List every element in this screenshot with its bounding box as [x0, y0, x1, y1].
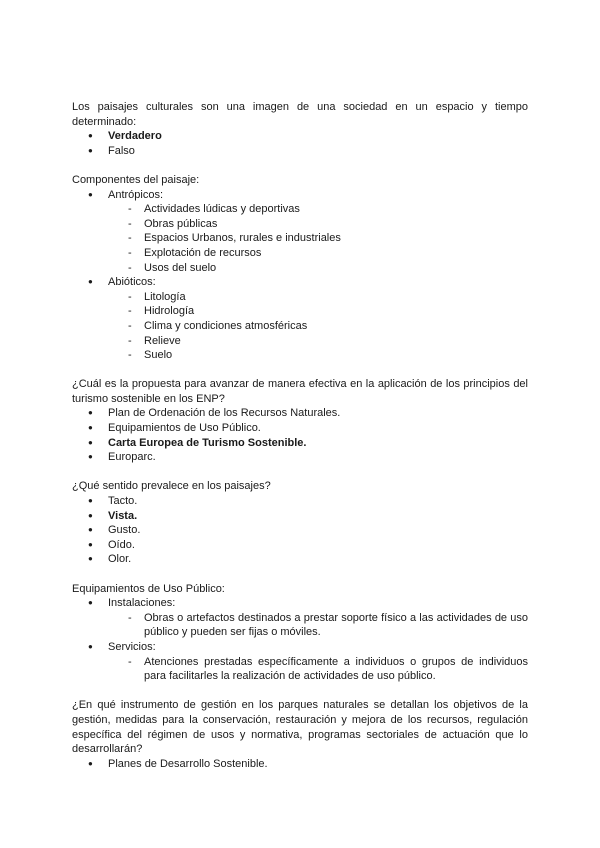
- dash-icon: -: [128, 290, 132, 303]
- document-page: [72, 100, 528, 771]
- list-item: - Suelo: [128, 349, 173, 362]
- dash-icon: -: [128, 319, 132, 332]
- bullet-icon: ●: [88, 539, 93, 549]
- list-item: - Usos del suelo: [128, 261, 217, 274]
- dash-icon: -: [128, 611, 132, 624]
- answer-option: ● Planes de Desarrollo Sostenible.: [88, 757, 268, 770]
- question-6-options: [72, 757, 528, 772]
- dash-icon: -: [128, 334, 132, 347]
- group-item: ● Instalaciones:: [88, 597, 176, 610]
- dash-icon: -: [128, 246, 132, 259]
- answer-option: ● Europarc.: [88, 451, 156, 464]
- dash-icon: -: [128, 203, 132, 216]
- bullet-icon: ●: [88, 423, 93, 433]
- list-item: - Obras públicas: [128, 217, 218, 230]
- dash-icon: -: [128, 217, 132, 230]
- question-4-options: [72, 494, 528, 567]
- dash-icon: -: [128, 349, 132, 362]
- list-item: - Espacios Urbanos, rurales e industriales: [128, 232, 341, 245]
- question-5-title: Equipamientos de Uso Público:: [72, 582, 225, 595]
- question-2-groups: [72, 188, 528, 203]
- correct-answer: Vista.: [108, 509, 138, 522]
- answer-option: ● Plan de Ordenación de los Recursos Naturales.: [88, 407, 341, 420]
- dash-icon: -: [128, 305, 132, 318]
- question-2-title: Componentes del paisaje:: [72, 173, 200, 186]
- list-item: - Hidrología: [128, 305, 195, 318]
- question-1-options: [72, 129, 528, 158]
- answer-option: ● Olor.: [88, 553, 132, 566]
- bullet-icon: ●: [88, 277, 93, 287]
- bullet-icon: ●: [88, 145, 93, 155]
- dash-icon: -: [128, 232, 132, 245]
- answer-option: [72, 436, 528, 451]
- list-item: - Litología: [128, 290, 186, 303]
- dash-icon: -: [128, 655, 132, 668]
- bullet-icon: ●: [88, 510, 93, 520]
- list-item: - Relieve: [128, 334, 181, 347]
- answer-option: ● Tacto.: [88, 495, 138, 508]
- group-item: ● Antrópicos:: [88, 188, 164, 201]
- answer-option: ● Oído.: [88, 538, 135, 551]
- list-item: - Clima y condiciones atmosféricas: [128, 319, 308, 332]
- answer-option: ● Equipamientos de Uso Público.: [88, 422, 261, 435]
- list-item: - Obras o artefactos destinados a prestar soporte físico a las actividades de uso público y pueden ser fijas o móviles.: [128, 611, 528, 639]
- bullet-icon: ●: [88, 641, 93, 651]
- bullet-icon: ●: [88, 437, 93, 447]
- bullet-icon: ●: [88, 554, 93, 564]
- group-item: ● Servicios:: [88, 640, 156, 653]
- list-item: - Atenciones prestadas específicamente a individuos o grupos de individuos para facilitarles la realización de actividades de uso público.: [128, 655, 528, 683]
- bullet-icon: ●: [88, 758, 93, 768]
- answer-option: [72, 509, 528, 524]
- bullet-icon: ●: [88, 525, 93, 535]
- bullet-icon: ●: [88, 496, 93, 506]
- dash-icon: -: [128, 261, 132, 274]
- question-3-options: [72, 406, 528, 464]
- servicios-list: [72, 655, 528, 684]
- bullet-icon: ●: [88, 408, 93, 418]
- question-4-text: ¿Qué sentido prevalece en los paisajes?: [72, 480, 271, 493]
- bullet-icon: ●: [88, 452, 93, 462]
- bullet-icon: ●: [88, 598, 93, 608]
- instalaciones-list: [72, 611, 528, 640]
- list-item: - Explotación de recursos: [128, 246, 262, 259]
- question-1-text: Los paisajes culturales son una imagen de una sociedad en un espacio y tiempo determinado:: [72, 101, 528, 128]
- question-6-text: ¿En qué instrumento de gestión en los parques naturales se detallan los objetivos de la gestión, medidas para la conservación, restauración y mejora de los recursos, regulación específica del régimen de usos y normativa, programas sectoriales de actuación que lo desarrollarán?: [72, 699, 528, 756]
- answer-option: [72, 129, 528, 144]
- antropicos-list: [72, 202, 528, 275]
- bullet-icon: ●: [88, 131, 93, 141]
- answer-option: ● Gusto.: [88, 524, 141, 537]
- question-3-text: ¿Cuál es la propuesta para avanzar de manera efectiva en la aplicación de los principios del turismo sostenible en los ENP?: [72, 378, 528, 405]
- answer-option: ● Falso: [88, 144, 135, 157]
- abioticos-list: [72, 290, 528, 363]
- bullet-icon: ●: [88, 189, 93, 199]
- question-5-groups: [72, 596, 528, 611]
- correct-answer: Verdadero: [108, 130, 162, 143]
- group-item: ● Abióticos:: [88, 276, 156, 289]
- correct-answer: Carta Europea de Turismo Sostenible.: [108, 436, 307, 449]
- list-item: - Actividades lúdicas y deportivas: [128, 203, 300, 216]
